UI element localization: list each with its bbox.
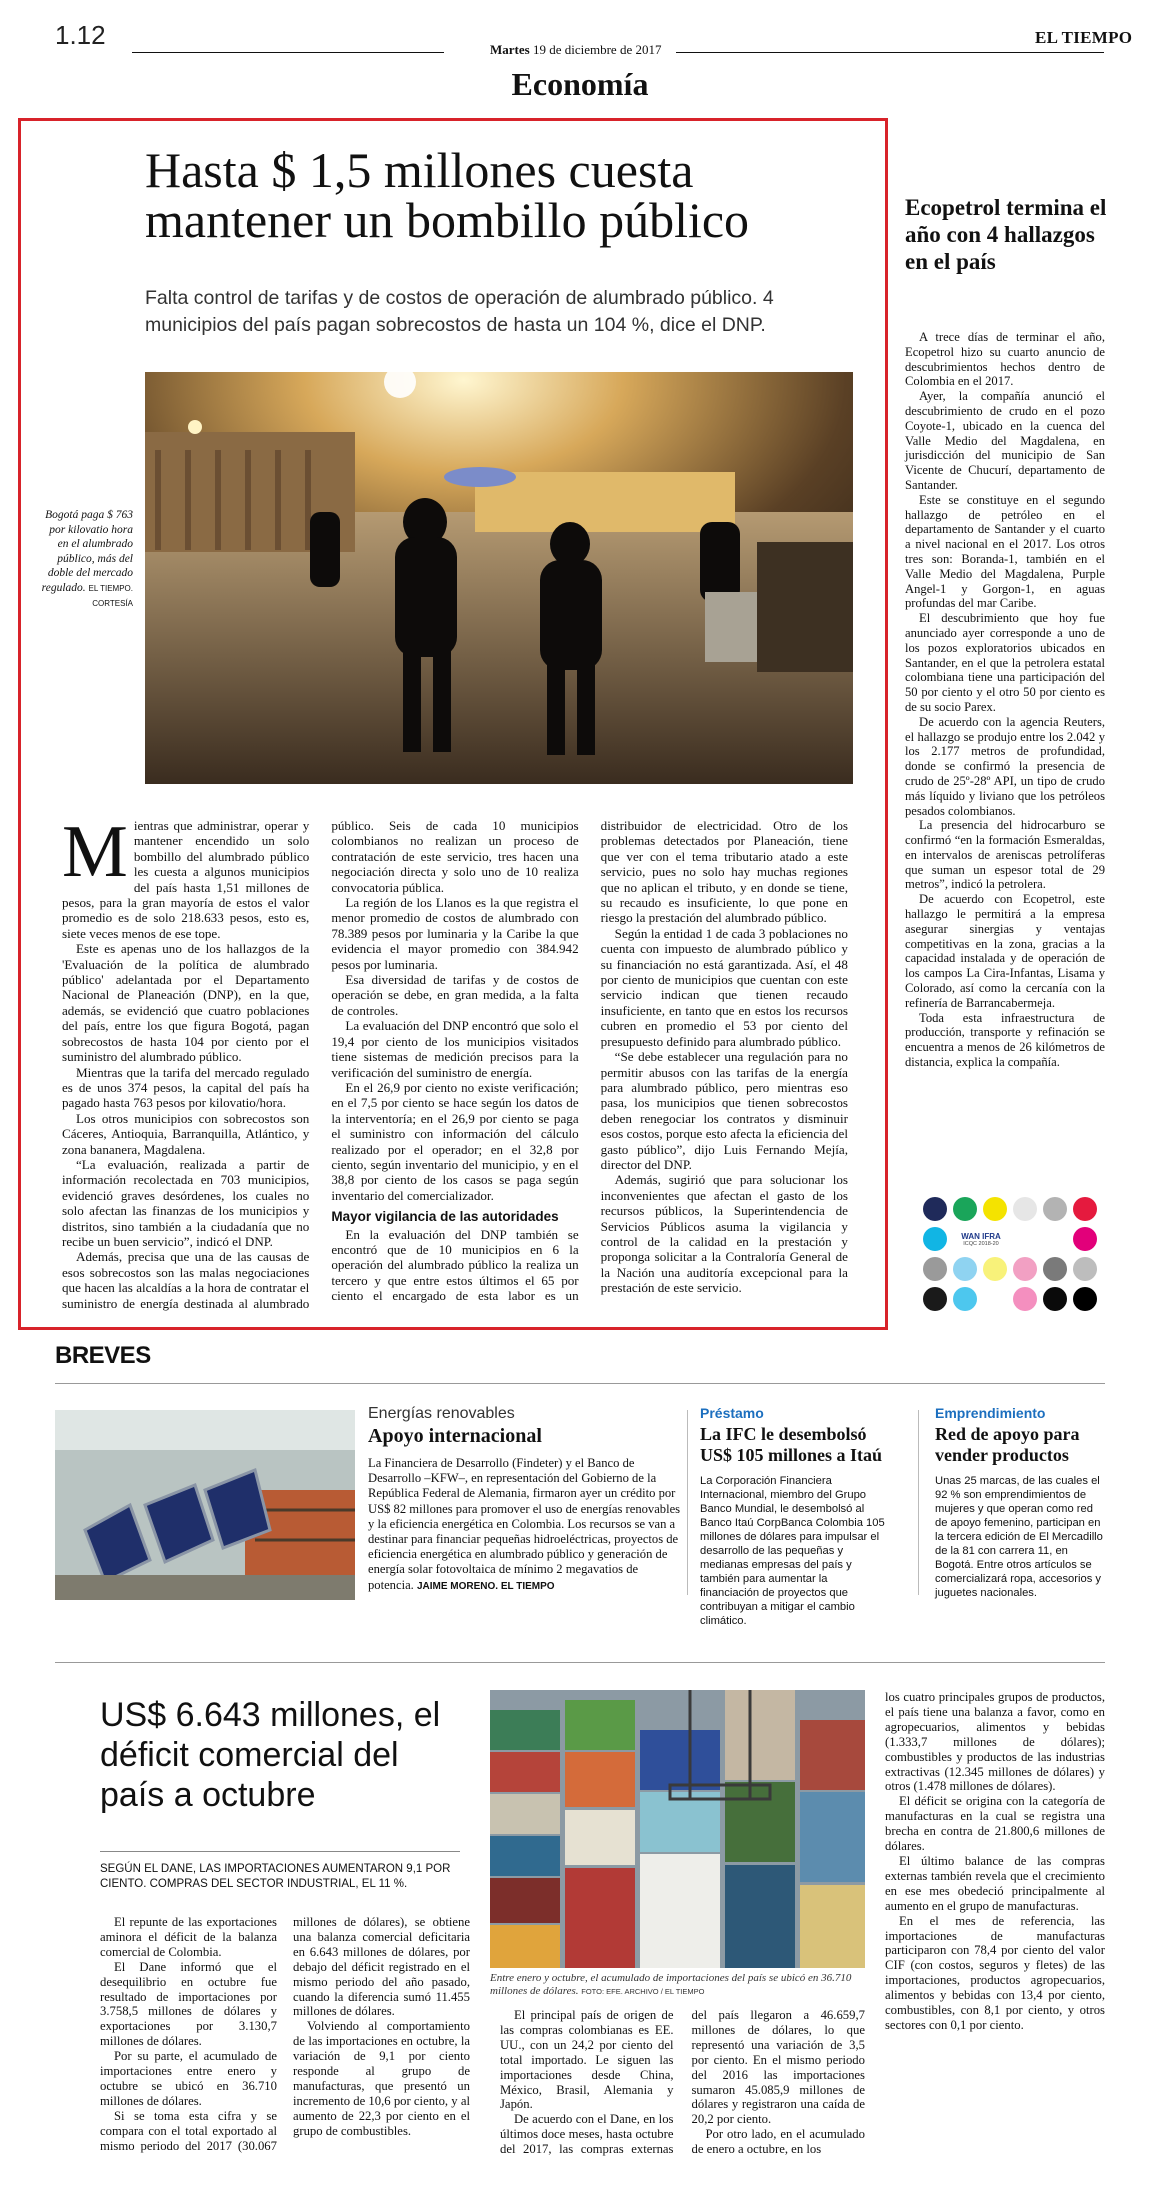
issue-date: [490, 42, 661, 58]
bottom-paragraph: El déficit se origina con la categoría de manufacturas en la cual se registra una brecha en contra de 21.800,6 millones de dólares.: [885, 1794, 1105, 1854]
breves-divider-2: [918, 1410, 919, 1595]
color-swatch: [1043, 1257, 1067, 1281]
solar-panels-illustration: [55, 1410, 355, 1600]
color-calibration-bar: [920, 1195, 1100, 1313]
bottom-body-mid: [500, 2008, 865, 2180]
breves-item3-text: Unas 25 marcas, de las cuales el 92 % son emprendimientos de mujeres y que operan como red de apoyo femenino, participan en la tercera edición de El Mercadillo de la 81 con carrera 11, en Bogotá. Entre otros artículos se comercializará ropa, accesorios y juguetes nacionales.: [935, 1475, 1103, 1599]
bottom-paragraph: El repunte de las exportaciones aminora el déficit de la balanza comercial de Colombia.: [100, 1915, 277, 1959]
color-swatch: [1073, 1227, 1097, 1251]
shipping-containers-illustration: [490, 1690, 865, 1968]
wan-ifra-logo-text: WAN IFRA: [961, 1232, 1001, 1241]
main-photo-caption-text: Bogotá paga $ 763 por kilovatio hora en el alumbrado público, más del doble del mercado regulado.: [41, 509, 133, 594]
color-swatch: [923, 1287, 947, 1311]
main-paragraph: En el 26,9 por ciento no existe verificación; en el 7,5 por ciento se hace según los datos de la interventoría; en el 26,9 por ciento se paga el suministro con información del cálculo realizado por el operador; en el 32,8 por ciento, según inventario del municipio, y en el 38,8 por ciento de los casos se paga según inventario del comercializador.: [331, 1079, 579, 1203]
breves-item1: [368, 1405, 684, 1594]
color-swatch: [983, 1257, 1007, 1281]
bottom-paragraph: los cuatro principales grupos de productos, el país tiene una balanza a favor, como en agropecuarios, alimentos y bebidas (1.333,7 millones de dólares); combustibles y productos de las industrias extractivas (12.345 millones de dólares) y otros (1.478 millones de dólares).: [885, 1690, 1105, 1794]
bottom-paragraph: El último balance de las compras externas también revela que el crecimiento en ese mes obedeció principalmente al aumento en el grupo de manufacturas.: [885, 1853, 1105, 1913]
bottom-paragraph: Por su parte, el acumulado de importaciones entre enero y octubre se ubicó en 36.710 millones de dólares.: [100, 2049, 277, 2108]
bottom-paragraph: En el mes de referencia, las importaciones de manufacturas participaron con 78,4 por ciento del valor CIF (con costos, seguros y fletes) de las importaciones, productos agropecuarios, alimentos y bebidas con 13,4 por ciento, combustibles, con 8,1 por ciento, y otros sectores con 0,1 por ciento.: [885, 1913, 1105, 2032]
breves-item3-title: Red de apoyo para vender productos: [935, 1424, 1080, 1465]
side-paragraph: Ayer, la compañía anunció el descubrimiento de crudo en el pozo Coyote-1, ubicado en la cuenca del Valle Medio del Magdalena, en jurisdicción del municipio de San Vicente de Chucurí, departamento de Santander.: [905, 389, 1105, 492]
issue-day: Martes: [490, 42, 530, 57]
page-number: 1.12: [55, 20, 106, 50]
breves-rule: [55, 1383, 1105, 1384]
main-paragraph: En la evaluación del DNP también se encontró que de 10 municipios en 6 la operación del alumbrado público la realiza un tercero y que entre estos últimos el 65 por ciento el encargado de esta labor es un distribuidor de electricidad. Otro de los problemas detectados por Planeación, tiene que ver con el tema tributario atado a este servicio, pues no solo hay muchas regiones que no aplican el tributo, y en donde se tiene, su recaudo es insuficiente, lo que pone en riesgo la prestación del alumbrado público.: [331, 818, 848, 1304]
color-swatch: [1013, 1257, 1037, 1281]
color-swatch: [953, 1257, 977, 1281]
breves-item1-kicker: Energías renovables: [368, 1405, 515, 1422]
main-paragraph: “La evaluación, realizada a partir de información recolectada en 703 municipios, evidenció graves desórdenes, los cuales no solo afectan las finanzas de los municipios y distritos, sino también a la ciudadanía que no recibe un buen servicio”, indicó el DNP.: [62, 1156, 310, 1249]
bottom-paragraph: Volviendo al comportamiento de las importaciones en octubre, la variación de 9,1 por ciento responde al grupo de manufacturas, que presentó un incremento de 10,6 por ciento, y al aumento de 22,3 por ciento en el grupo de combustibles.: [293, 2019, 470, 2138]
breves-photo: [55, 1410, 355, 1600]
bottom-paragraph: El Dane informó que el desequilibrio en octubre fue resultado de importaciones por 3.758,5 millones de dólares y exportaciones por 3.130,7 millones de dólares.: [100, 1959, 277, 2049]
main-photo-credit: EL TIEMPO. CORTESÍA: [88, 583, 133, 608]
containers-photo-caption: [490, 1972, 865, 1998]
breves-item3-kicker: Emprendimiento: [935, 1405, 1046, 1421]
breves-bottom-rule: [55, 1662, 1105, 1663]
breves-item2-kicker: Préstamo: [700, 1405, 764, 1421]
main-body: [62, 811, 848, 1318]
main-paragraph: La evaluación del DNP encontró que solo el 19,4 por ciento de los municipios visitados tiene sistemas de medición precisos para la verificación del suministro de energía.: [331, 1018, 579, 1080]
dropcap: M: [62, 811, 128, 893]
header-rule-left: [132, 52, 444, 53]
bottom-dek-rule: [100, 1851, 460, 1852]
color-swatch: [1043, 1287, 1067, 1311]
containers-photo: [490, 1690, 865, 1968]
main-paragraph: La región de los Llanos es la que registra el menor promedio de costos de alumbrado con 78.389 pesos por luminaria y la Caribe la que evidencia el mayor promedio con 384.942 pesos por luminaria.: [331, 895, 579, 972]
header-rule-right: [676, 52, 1104, 53]
main-paragraph: Esa diversidad de tarifas y de costos de operación se debe, en gran medida, a la falta de controles.: [331, 972, 579, 1018]
bottom-body-right: [885, 1690, 1105, 2180]
color-swatch: [923, 1197, 947, 1221]
bottom-dek: SEGÚN EL DANE, LAS IMPORTACIONES AUMENTARON 9,1 POR CIENTO. COMPRAS DEL SECTOR INDUSTRIAL, EL 11 %.: [100, 1863, 451, 1890]
breves-item2-title: La IFC le desembolsó US$ 105 millones a Itaú: [700, 1424, 883, 1465]
main-photo-caption: [38, 508, 133, 612]
main-paragraph: Además, precisa que una de las causas de esos sobrecostos son las malas negociaciones que hacen las alcaldías a la hora de contratar el suministro de energía destinada al alumbrado público. Seis de cada 10 municipios colombianos no realizan un proceso de contratación de este servicio, tres hacen una negociación directa y solo uno de 10 realiza convocatoria pública.: [62, 818, 579, 1311]
side-paragraph: De acuerdo con Ecopetrol, este hallazgo le permitirá a la empresa asegurar sinergias y ventajas competitivas en la zona, gracias a la capacidad instalada y de operación de los campos La Cira-Infantas, Lisama y Colorado, así como la cercanía con la refinería de Barrancabermeja.: [905, 892, 1105, 1010]
bottom-paragraph: El principal país de origen de las compras colombianas es EE. UU., con un 24,2 por ciento del total importado. Le siguen las importaciones desde China, México, Brasil, Alemania y Japón.: [500, 2008, 674, 2112]
masthead: EL TIEMPO: [1035, 28, 1133, 47]
side-paragraph: El descubrimiento que hoy fue anunciado ayer corresponde a uno de los pozos exploratorios ubicados en Santander, en el que la petrolera estatal colombiana tiene una participación del 50 por ciento y el otro 50 por ciento es de su socio Parex.: [905, 611, 1105, 714]
bottom-body-left: [100, 1915, 470, 2177]
color-swatches: [920, 1195, 1100, 1313]
wan-ifra-logo-sub: ICQC 2018-20: [963, 1241, 999, 1247]
color-swatch: [1013, 1197, 1037, 1221]
breves-item2-text: La Corporación Financiera Internacional, miembro del Grupo Banco Mundial, le desembolsó al Banco Itaú CorpBanca Colombia 105 millones de dólares para impulsar el desarrollo de las pequeñas y medianas empresas del país y también para aumentar la financiación de proyectos que contribuyan a mitigar el cambio climático.: [700, 1475, 885, 1627]
main-paragraph: Mientras que la tarifa del mercado regulado es de unos 374 pesos, la capital del país ha pagado hasta 763 pesos por kilovatio/hora.: [62, 1064, 310, 1111]
side-headline: Ecopetrol termina el año con 4 hallazgos en el país: [905, 195, 1107, 274]
side-paragraph: La presencia del hidrocarburo se confirmó “en la formación Esmeraldas, en intervalos de areniscas petrolíferas que suman un espesor total de 29 metros”, indicó la petrolera.: [905, 818, 1105, 892]
side-paragraph: De acuerdo con la agencia Reuters, el hallazgo se produjo entre los 2.042 y los 2.177 metros de profundidad, donde se confirmó la presencia de crudo de 25º-28º API, un tipo de crudo más líquido y liviano que los petróleos pesados colombianos.: [905, 714, 1105, 818]
containers-photo-credit: FOTO: EFE. ARCHIVO / EL TIEMPO: [581, 1987, 705, 1996]
side-paragraph: A trece días de terminar el año, Ecopetrol hizo su cuarto anuncio de descubrimientos hechos dentro de Colombia en el 2017.: [905, 330, 1105, 389]
color-swatch: [1013, 1287, 1037, 1311]
breves-item2: [700, 1405, 888, 1628]
breves-item1-credit: JAIME MORENO. EL TIEMPO: [416, 1580, 555, 1592]
night-plaza-illustration: [145, 372, 853, 784]
main-headline: Hasta $ 1,5 millones cuesta mantener un bombillo público: [145, 142, 750, 248]
breves-divider-1: [687, 1410, 688, 1595]
issue-date-text: 19 de diciembre de 2017: [532, 42, 662, 57]
bottom-paragraph: De acuerdo con el Dane, en los últimos doce meses, hasta octubre del 2017, las compras externas del país llegaron a 46.659,7 millones de dólares, lo que representó una variación de 3,5 por ciento. En el mismo periodo del 2016 las importaciones sumaron 45.085,9 millones de dólares y registraron una caída de 20,2 por ciento.: [500, 2008, 865, 2157]
main-paragraph: Los otros municipios con sobrecostos son Cáceres, Antioquia, Barranquilla, Atlántico, y zona bananera, Magdalena.: [62, 1110, 310, 1157]
side-body: [905, 330, 1105, 1070]
main-subtitle: Mayor vigilancia de las autoridades: [331, 1209, 559, 1225]
side-paragraph: Toda esta infraestructura de producción, transporte y refinación se encuentra a menos de 26 kilómetros de distancia, explica la compañía.: [905, 1010, 1105, 1070]
color-swatch: [923, 1257, 947, 1281]
color-swatch: [1073, 1197, 1097, 1221]
side-paragraph: Este se constituye en el segundo hallazgo de petróleo en el departamento de Santander y el cuarto a nivel nacional en el 2017. Los otros tres son: Boranda-1, también en el Valle Medio del Magdalena, Purple Angel-1 y Gorgon-1, en aguas profundas del mar Caribe.: [905, 492, 1105, 611]
main-subhead: Falta control de tarifas y de costos de operación de alumbrado público. 4 municipios del país pagan sobrecostos de hasta un 104 %, dice el DNP.: [145, 287, 774, 336]
color-swatch: [1073, 1287, 1097, 1311]
main-photo: [145, 372, 853, 784]
main-paragraph: Además, sugirió que para solucionar los inconvenientes que afectan el gasto de los recursos públicos, la Superintendencia de Servicios Públicos asuma la vigilancia y control de la calidad en la prestación y proponga solicitar a la Contraloría General de la Nación una auditoría excepcional para la prestación de este servicio.: [600, 1172, 848, 1296]
bottom-paragraph: Si se toma esta cifra y se compara con el total exportado al mismo periodo del 2017 (30.067 millones de dólares), se obtiene una balanza comercial deficitaria en 6.643 millones de dólares, por debajo del déficit registrado en el mismo periodo del año pasado, cuando la diferencia sumó 11.455 millones de dólares.: [100, 1915, 470, 2153]
bottom-paragraph: Por otro lado, en el acumulado de enero a octubre, en los: [691, 2127, 865, 2157]
color-swatch: [1043, 1197, 1067, 1221]
breves-item1-title: Apoyo internacional: [368, 1425, 542, 1447]
main-paragraph: ientras que administrar, operar y mantener encendido un solo bombillo del alumbrado público les cuesta a algunos municipios del país hasta 1,51 millones de pesos, para la gran mayoría de estos el valor promedio es de solo 218.633 pesos, esto es, siete veces menos de ese tope.: [62, 818, 310, 941]
bottom-headline: US$ 6.643 millones, el déficit comercial del país a octubre: [100, 1696, 441, 1814]
color-swatch: [1073, 1257, 1097, 1281]
section-title: Economía: [511, 66, 649, 102]
containers-caption-text: Entre enero y octubre, el acumulado de importaciones del país se ubicó en 36.710 millones de dólares.: [490, 1972, 852, 1997]
breves-item1-text-body: La Financiera de Desarrollo (Findeter) y el Banco de Desarrollo –KFW–, en representación del Gobierno de la República Federal de Alemania, firmaron ayer un crédito por US$ 82 millones para promover el uso de energías renovables y la eficiencia energética en Colombia. Los recursos se van a destinar para financiar pequeñas hidroeléctricas, proyectos de eficiencia energética en alumbrado público y generación de energía solar fotovoltaica de mínimo 2 megavatios de potencia.: [368, 1456, 681, 1592]
color-swatch: [923, 1227, 947, 1251]
breves-item3: [935, 1405, 1105, 1600]
main-paragraph: Según la entidad 1 de cada 3 poblaciones no cuenta con impuesto de alumbrado público y su financiación no está garantizada. Así, el 48 por ciento de municipios que cuentan con este servicio indican que tienen recaudo insuficiente, en tanto que en estos los recursos cubren en promedio el 53 por ciento del presupuesto definido para alumbrado público.: [600, 925, 848, 1049]
breves-item1-text: [368, 1456, 684, 1594]
color-swatch: [983, 1197, 1007, 1221]
main-paragraph: Este es apenas uno de los hallazgos de la 'Evaluación de la política de alumbrado público' adelantada por el Departamento Nacional de Planeación (DNP), en la que, además, se evidenció que cuatro poblaciones del país, entre los que figura Bogotá, pagan sobrecostos de hasta 104 por ciento por el suministro del alumbrado público.: [62, 941, 310, 1065]
color-swatch: [953, 1287, 977, 1311]
wan-ifra-logo: [950, 1232, 1012, 1247]
color-swatch: [953, 1197, 977, 1221]
main-paragraph: “Se debe establecer una regulación para no permitir abusos con las tarifas de la energía para alumbrado público, pero mientras eso pasa, los municipios que tienen sobrecostos deben renegociar los contratos y disminuir esos costos, porque esto afecta la eficiencia del gasto público”, dijo Luis Fernando Mejía, director del DNP.: [600, 1049, 848, 1172]
breves-title: BREVES: [55, 1342, 151, 1369]
